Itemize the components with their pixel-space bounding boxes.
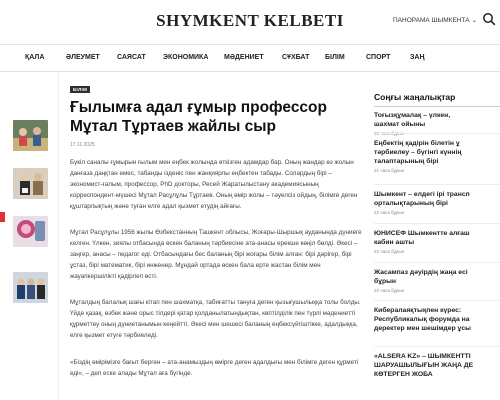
article-paragraph: Бүкіл саналы ғұмырын ғылым мен еңбек жолында өткізген адамдар бар. Оның жандар өз жолын данғаза даңқтан емес, табанды ізденіс пен жанқиярлы еңбектен табады. Солардың бірі – экономист-ғалым, профессор, PhD докторы, Ресей Жаратылыстану академиясының корреспондент-мүшесі Мұтал Расұлұлы Тұртаев. Оның өмір жолы – тәуелсіз ойдың, білімге деген құштарлықтың және туған елге адал қызмет етудің айғағы.: [70, 159, 358, 210]
nav-item-sayasat[interactable]: САЯСАТ: [117, 54, 146, 61]
nav-item-madeniet[interactable]: МӘДЕНИЕТ: [224, 54, 264, 61]
news-title[interactable]: ЮНИСЕФ Шымкентте алғаш кабин ашты: [374, 230, 470, 246]
column-divider: [58, 72, 59, 400]
news-item[interactable]: [374, 306, 500, 335]
news-time: 22 часа бұрын: [374, 249, 405, 254]
thumbnail-image[interactable]: [13, 272, 48, 303]
panorama-dropdown[interactable]: [393, 16, 477, 24]
site-logo[interactable]: SHYMKENT KELBETI: [156, 11, 344, 30]
sidebar-heading: Соңғы жаңалықтар: [374, 92, 456, 102]
news-title[interactable]: Тоғызқұмалақ – үлкен, шахмат ойыны: [374, 112, 451, 128]
related-thumbnails: [0, 72, 58, 400]
category-badge[interactable]: БІЛІМ: [70, 86, 90, 93]
article-title: Ғылымға адал ғұмыр профессор Мұтал Тұртаев жайлы сыр: [70, 99, 327, 135]
divider: [374, 223, 500, 224]
news-title[interactable]: Жасампаз дәуірдің жаңа есі бұрын: [374, 269, 468, 285]
news-title[interactable]: Еңбектің қадірін білетін ұ тәрбиелеу – бүгінгі күннің талаптарының бірі: [374, 140, 462, 165]
divider: [374, 133, 500, 134]
divider: [374, 184, 500, 185]
news-item[interactable]: [374, 190, 500, 215]
divider: [374, 106, 500, 107]
nav-item-aleumet[interactable]: ӘЛЕУМЕТ: [66, 54, 100, 61]
nav-item-ekonomika[interactable]: ЭКОНОМИКА: [163, 54, 209, 61]
article-paragraph: «Біздің өмірімізге бағыт берген – ата-анамыздың өмірге деген адалдығы мен білімге деген құрметі еді», – деп еске алады Мұтал аға бүгінде.: [70, 359, 359, 377]
news-time: 22 часа бұрын: [374, 288, 405, 293]
nav-item-qala[interactable]: ҚАЛА: [25, 54, 45, 61]
article-paragraph: Мұтал Расұлұлы 1956 жылы Өзбекстанның Ташкент облысы, Жоғары-Шыршық ауданында дүниеге келген. Үлкен, зиялы отбасында өскен баланың тәрбиесіне ата-анасы ерекше көңіл бөлді. Әкесі – заңгер, анасы – педагог еді. Отбасындағы бес баланың бірі жоғары білім алған: бірі дәрігер, бірі ұстаз, бірі математик, бірі инженер. Мұндай ортада өскен бала ерте жастан білім мен жауапкершілікті қадірлеп өсті.: [70, 229, 362, 280]
nav-item-zan[interactable]: ЗАҢ: [410, 54, 425, 61]
accent-mark: [0, 212, 5, 222]
news-time: 22 часа бұрын: [374, 210, 405, 215]
news-item[interactable]: [374, 352, 500, 381]
thumbnail-image[interactable]: [13, 216, 48, 247]
news-item[interactable]: [374, 139, 500, 173]
article-paragraph: Мұталдың балалық шағы кітап пен шахматқа, табиғатты тануға деген қызығушылыққа толы болды. Үйде қазақ, өзбек және орыс тілдері қатар қолданылатындықтан, көптілділік пен түрлі мәдениетті құрметтеу оның дүниетанымын кеңейтті. Әкесі мен шешесі баланың еңбексүйгіштікке, адалдыққа, елге қызмет етуге тәрбиеледі.: [70, 299, 361, 339]
chevron-down-icon: ⌄: [471, 17, 478, 24]
nav-item-sport[interactable]: СПОРТ: [366, 54, 391, 61]
thumbnail-image[interactable]: [13, 120, 48, 151]
news-title[interactable]: Шымкент – елдегі ірі трансп орталықтарының бірі: [374, 191, 470, 207]
panorama-label: ПАНОРАМА ШЫМКЕНТА: [393, 17, 470, 24]
nav-item-bilim[interactable]: БІЛІМ: [325, 54, 345, 61]
divider: [374, 346, 500, 347]
divider: [374, 262, 500, 263]
news-item[interactable]: [374, 268, 500, 293]
article-date: 17.11.2025: [70, 142, 95, 148]
site-header: [0, 0, 500, 44]
news-title[interactable]: «ALSERA KZ» – ШЫМКЕНТТІ ШАРУАШЫЛЫҒЫН ЖАҢА ДЕ КӨТЕРГЕН ЖОБА: [374, 353, 474, 378]
main-nav: [0, 44, 500, 72]
news-title[interactable]: Кибералаяқтықпен күрес: Республикалық форумда на деректер мен шешімдер ұсы: [374, 307, 471, 332]
divider: [374, 300, 500, 301]
news-time: 21 часа бұрын: [374, 168, 405, 173]
nav-item-suhbat[interactable]: СҰХБАТ: [282, 54, 310, 61]
news-item[interactable]: [374, 229, 500, 254]
thumbnail-image[interactable]: [13, 168, 48, 199]
search-icon[interactable]: [482, 12, 496, 26]
